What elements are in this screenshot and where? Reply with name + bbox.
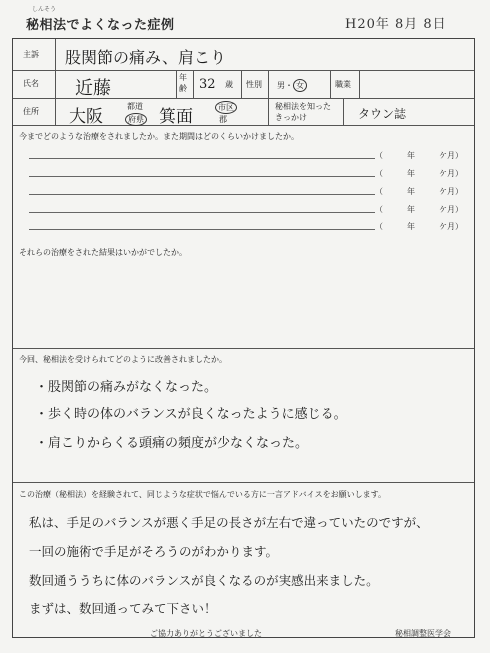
sex-options bbox=[277, 79, 307, 92]
address-label: 住所 bbox=[23, 107, 39, 116]
age-label: 年齢 bbox=[179, 73, 187, 93]
period-row: （ 年 ケ月） bbox=[375, 169, 463, 178]
complaint-label: 主訴 bbox=[23, 50, 39, 59]
cell-divider bbox=[241, 70, 242, 98]
age-value: 32 bbox=[199, 77, 216, 92]
name-value: 近藤 bbox=[75, 78, 111, 99]
advice-answer-1: 私は、手足のバランスが悪く手足の長さが左右で違っていたのですが、 bbox=[29, 515, 429, 530]
period-row: （ 年 ケ月） bbox=[375, 205, 463, 214]
prefecture-value: 大阪 bbox=[69, 107, 103, 127]
cell-divider bbox=[193, 70, 194, 98]
cell-divider bbox=[330, 70, 331, 98]
section-divider bbox=[13, 348, 474, 349]
title-ruby: しんそう bbox=[32, 6, 57, 13]
advice-answer-2: 一回の施術で手足がそろうのがわかります。 bbox=[29, 544, 279, 559]
city-type-2: 郡 bbox=[219, 115, 227, 124]
city-type-1-circled: 市区 bbox=[215, 101, 237, 114]
age-unit: 歳 bbox=[225, 80, 233, 89]
answer-line bbox=[29, 212, 375, 213]
name-label: 氏名 bbox=[23, 79, 39, 88]
cell-divider bbox=[176, 70, 177, 98]
source-label: 秘相法を知った きっかけ bbox=[275, 102, 331, 122]
question-treatment-result: それらの治療をされた結果はいかがでしたか。 bbox=[19, 248, 187, 257]
label-column-divider bbox=[55, 39, 56, 125]
period-row: （ 年 ケ月） bbox=[375, 151, 463, 160]
improvement-answer-3: ・肩こりからくる頭痛の頻度が少なくなった。 bbox=[35, 436, 309, 451]
period-row: （ 年 ケ月） bbox=[375, 187, 463, 196]
answer-line bbox=[29, 194, 375, 195]
complaint-value: 股関節の痛み、肩こり bbox=[65, 48, 226, 67]
row-divider bbox=[13, 70, 474, 71]
source-value: タウン誌 bbox=[358, 107, 407, 121]
handwritten-date: H20年 8月 8日 bbox=[345, 17, 447, 32]
improvement-answer-2: ・歩く時の体のバランスが良くなったように感じる。 bbox=[35, 407, 347, 422]
advice-answer-4: まずは、数回通ってみて下さい！ bbox=[29, 601, 217, 616]
sex-option-male: 男 bbox=[277, 81, 285, 90]
sex-separator: ・ bbox=[285, 81, 293, 90]
question-previous-treatment: 今までどのような治療をされましたか。また期間はどのくらいかけましたか。 bbox=[19, 132, 299, 141]
job-label: 職業 bbox=[335, 80, 351, 89]
form-frame bbox=[12, 38, 475, 638]
cell-divider bbox=[343, 98, 344, 125]
form-title: 秘相法でよくなった症例 bbox=[26, 18, 175, 33]
sex-label: 性別 bbox=[246, 80, 262, 89]
answer-line bbox=[29, 176, 375, 177]
answer-line bbox=[29, 229, 375, 230]
question-improvement: 今回、秘相法を受けられてどのように改善されましたか。 bbox=[19, 355, 227, 364]
sex-option-female-circled: 女 bbox=[293, 79, 307, 92]
footer-thanks: ご協力ありがとうございました bbox=[150, 629, 262, 638]
cell-divider bbox=[359, 70, 360, 98]
improvement-answer-1: ・股関節の痛みがなくなった。 bbox=[35, 380, 218, 395]
section-divider bbox=[13, 482, 474, 483]
period-row: （ 年 ケ月） bbox=[375, 222, 463, 231]
answer-line bbox=[29, 158, 375, 159]
city-value: 箕面 bbox=[159, 107, 193, 127]
footer-organization: 秘相調整医学会 bbox=[395, 629, 451, 638]
cell-divider bbox=[268, 98, 269, 125]
question-advice: この治療（秘相法）を経験されて、同じような症状で悩んでいる方に一言アドバイスをお願いします。 bbox=[19, 490, 386, 499]
advice-answer-3: 数回通ううちに体のバランスが良くなるのが実感出来ました。 bbox=[29, 573, 379, 588]
prefecture-type-2-circled: 府県 bbox=[125, 113, 147, 126]
prefecture-type-1: 都道 bbox=[127, 102, 143, 111]
cell-divider bbox=[268, 70, 269, 98]
